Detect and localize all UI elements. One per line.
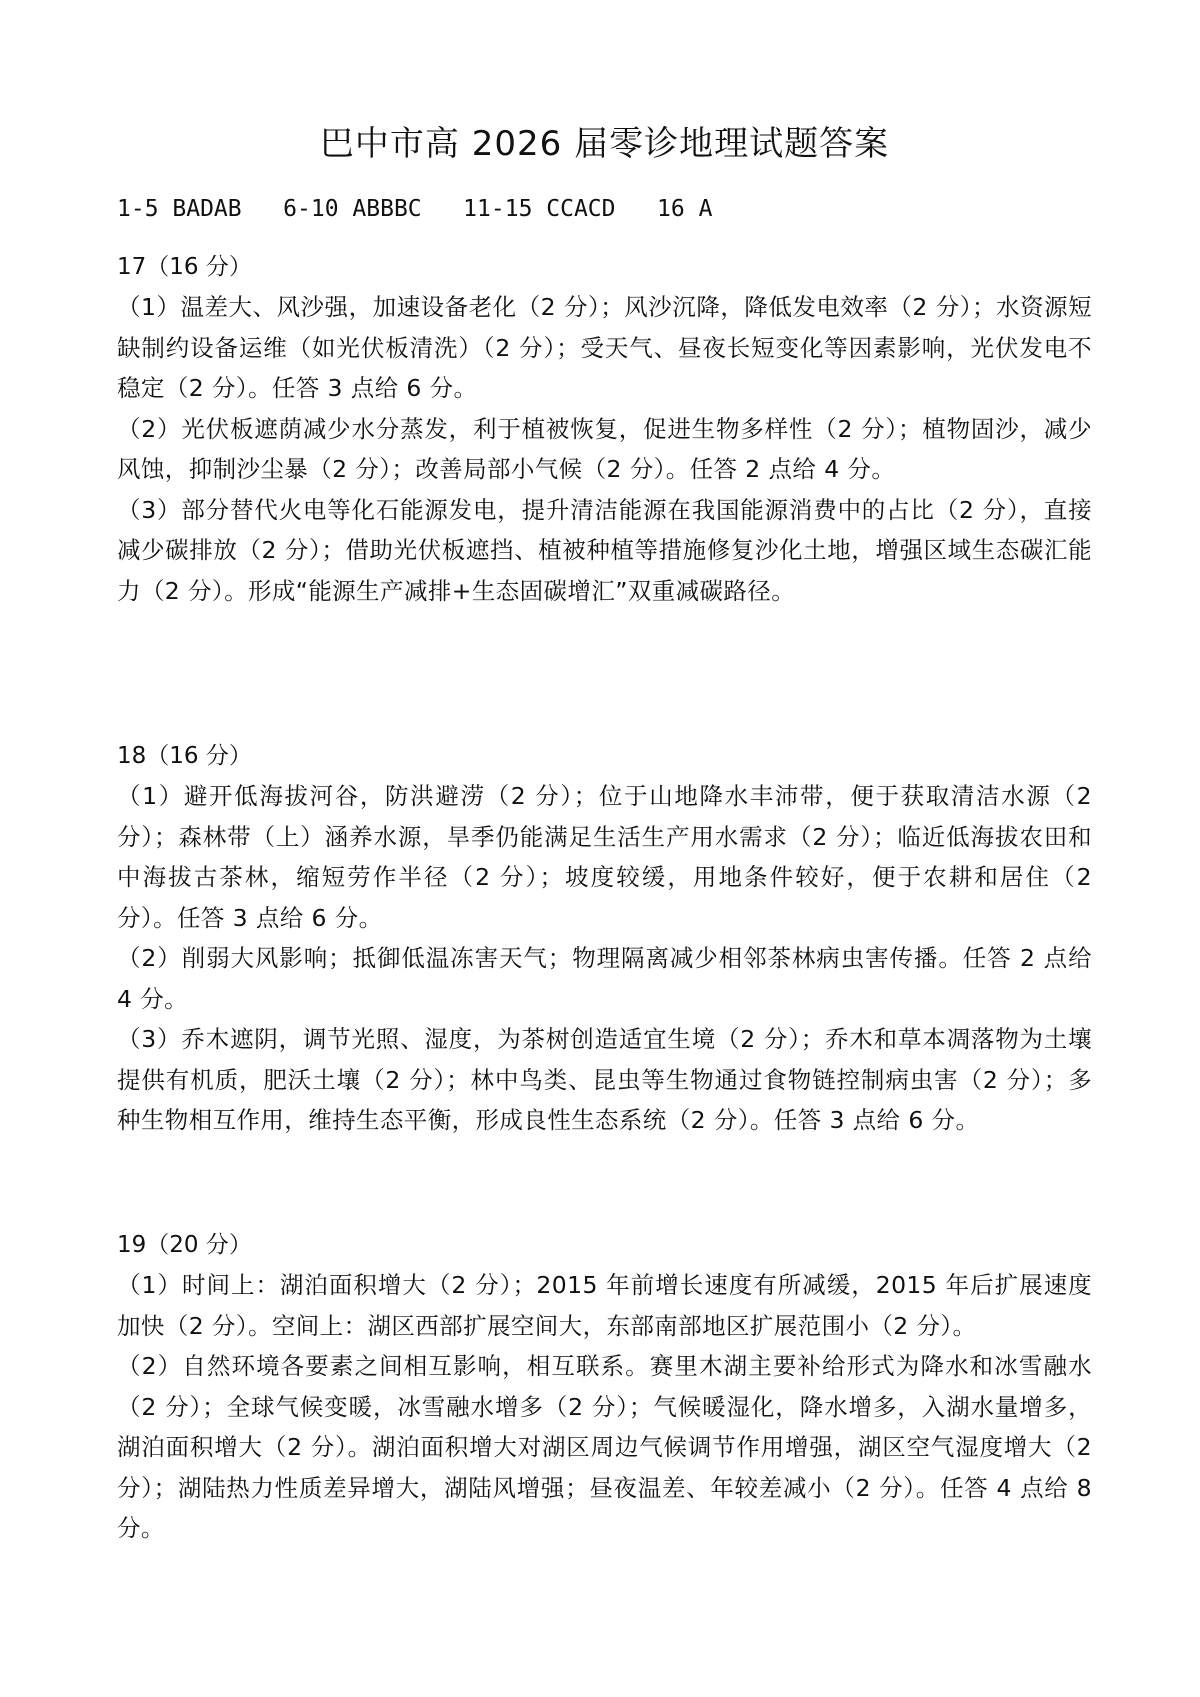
question-19-answer-1: （1）时间上：湖泊面积增大（2 分）；2015 年前增长速度有所减缓，2015 年后扩展速度加快（2 分）。空间上：湖区西部扩展空间大，东部南部地区扩展范围小（2 分）。 [117,1271,1092,1340]
question-19-section [117,1225,1092,1549]
question-17-answer-2: （2）光伏板遮荫减少水分蒸发，利于植被恢复，促进生物多样性（2 分）；植物固沙，减少风蚀，抑制沙尘暴（2 分）；改善局部小气候（2 分）。任答 2 点给 4 分。 [117,414,1092,483]
question-19-answer-2: （2）自然环境各要素之间相互影响，相互联系。赛里木湖主要补给形式为降水和冰雪融水（2 分）；全球气候变暖，冰雪融水增多（2 分）；气候暖湿化，降水增多，入湖水量增多，湖泊面积增大（2 分）。湖泊面积增大对湖区周边气候调节作用增强，湖区空气湿度增大（2 分）；湖陆热力性质差异增大，湖陆风增强；昼夜温差、年较差减小（2 分）。任答 4 点给 8 分。 [117,1352,1092,1542]
question-17-answer-1: （1）温差大、风沙强，加速设备老化（2 分）；风沙沉降，降低发电效率（2 分）；水资源短缺制约设备运维（如光伏板清洗）（2 分）；受天气、昼夜长短变化等因素影响，光伏发电不稳定（2 分）。任答 3 点给 6 分。 [117,293,1092,402]
question-18-answer-3: （3）乔木遮阴，调节光照、湿度，为茶树创造适宜生境（2 分）；乔木和草本凋落物为土壤提供有机质，肥沃土壤（2 分）；林中鸟类、昆虫等生物通过食物链控制病虫害（2 分）；多种生物相互作用，维持生态平衡，形成良性生态系统（2 分）。任答 3 点给 6 分。 [117,1025,1092,1134]
page-title: 巴中市高 2026 届零诊地理试题答案 [319,124,890,164]
multiple-choice-answers: 1-5 BADAB 6-10 ABBBC 11-15 CCACD 16 A [117,196,713,222]
question-18-heading: 18（16 分） [117,743,252,769]
question-18-answer-2: （2）削弱大风影响；抵御低温冻害天气；物理隔离减少相邻茶林病虫害传播。任答 2 点给 4 分。 [117,944,1092,1013]
question-18-section [117,736,1092,1141]
question-17-section [117,247,1092,611]
question-19-heading: 19（20 分） [117,1232,252,1258]
question-17-heading: 17（16 分） [117,254,252,280]
question-18-answer-1: （1）避开低海拔河谷，防洪避涝（2 分）；位于山地降水丰沛带，便于获取清洁水源（2 分）；森林带（上）涵养水源，旱季仍能满足生活生产用水需求（2 分）；临近低海拔农田和中海拔古茶林，缩短劳作半径（2 分）；坡度较缓，用地条件较好，便于农耕和居住（2 分）。任答 3 点给 6 分。 [117,782,1092,932]
question-17-answer-3: （3）部分替代火电等化石能源发电，提升清洁能源在我国能源消费中的占比（2 分），直接减少碳排放（2 分）；借助光伏板遮挡、植被种植等措施修复沙化土地，增强区域生态碳汇能力（2 分）。形成“能源生产减排+生态固碳增汇”双重减碳路径。 [117,495,1092,605]
